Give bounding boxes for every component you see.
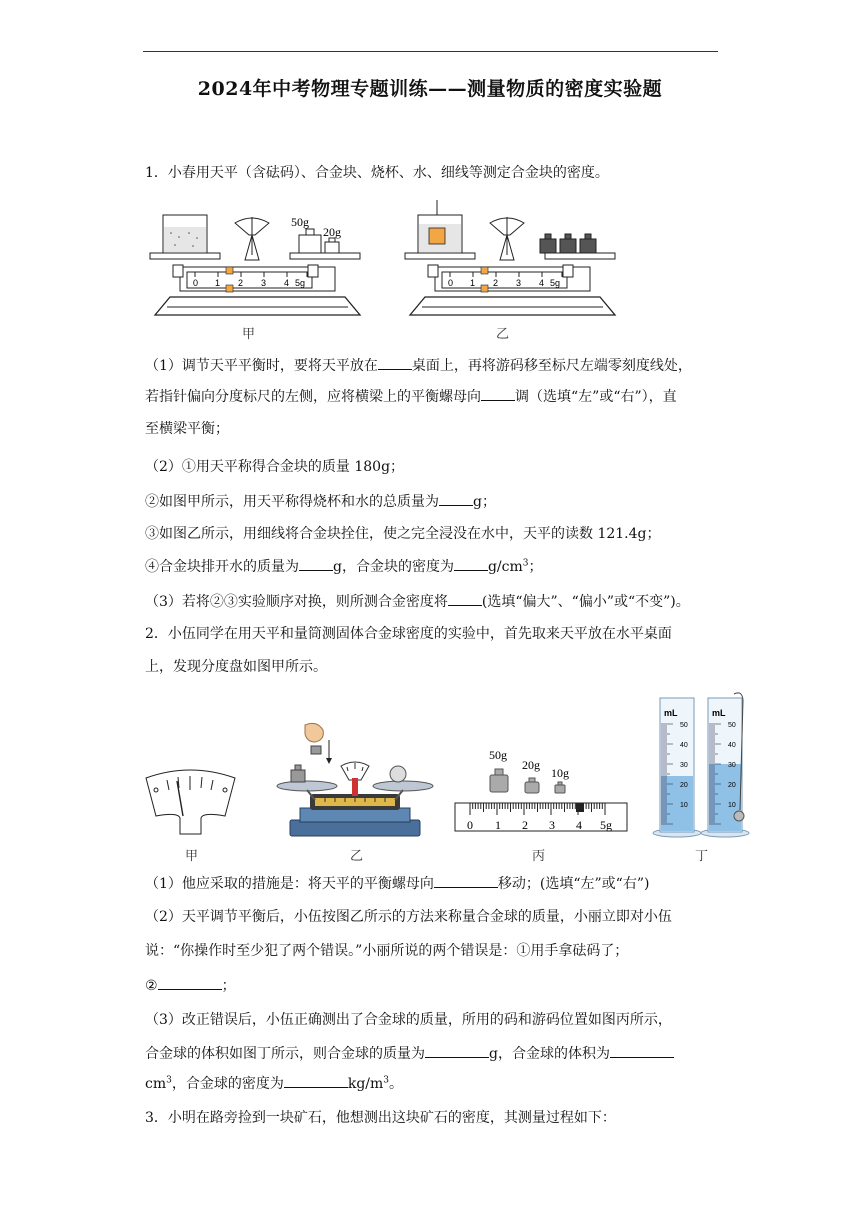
q2-blank-4[interactable] bbox=[610, 1043, 674, 1058]
q1-blank-2[interactable] bbox=[481, 386, 515, 401]
q2-caption-ding: 丁 bbox=[695, 849, 709, 864]
q1-p2db: g，合金块的密度为 bbox=[333, 559, 454, 575]
q1-yi-tick-0: 0 bbox=[448, 278, 454, 288]
q1-yi-tick-2: 2 bbox=[493, 278, 499, 288]
q2-bing-tick-2: 2 bbox=[522, 818, 528, 832]
q1-part2-line2 bbox=[145, 491, 496, 512]
q2-part3-line2 bbox=[145, 1043, 674, 1064]
page-title: 2024年中考物理专题训练——测量物质的密度实验题 bbox=[197, 78, 663, 100]
q2-caption-bing: 丙 bbox=[532, 849, 546, 864]
q1-part1-line3: 至横梁平衡； bbox=[145, 421, 229, 437]
q2-blank-3[interactable] bbox=[425, 1043, 489, 1058]
q1-weight-50g: 50g bbox=[291, 215, 309, 229]
q2-blank-1[interactable] bbox=[434, 873, 498, 888]
q2-bing-tick-1: 1 bbox=[495, 818, 501, 832]
q1-p3b: (选填“偏大”、“偏小”或“不变”)。 bbox=[481, 594, 690, 610]
q2-bing-tick-4: 4 bbox=[576, 818, 582, 832]
q2-part3-line3 bbox=[145, 1073, 403, 1094]
q2-figure-bing-weights bbox=[452, 745, 630, 835]
q1-blank-6[interactable] bbox=[448, 591, 482, 606]
q2-cyl2-tick-20: 20 bbox=[728, 782, 736, 789]
q2-cyl2-tick-10: 10 bbox=[728, 802, 736, 809]
q2-p2c: ② bbox=[145, 978, 158, 994]
q2-cyl1-unit: mL bbox=[664, 708, 678, 718]
q1-weight-20g: 20g bbox=[323, 225, 341, 239]
q1-jia-tick-2: 2 bbox=[238, 278, 244, 288]
q1-p1c: 若指针偏向分度标尺的左侧，应将横梁上的平衡螺母向 bbox=[145, 389, 481, 405]
q2-bing-tick-3: 3 bbox=[549, 818, 555, 832]
q2-p2d: ； bbox=[221, 978, 236, 994]
q1-part1-line2 bbox=[145, 386, 677, 407]
q2-bing-tick-5: 5g bbox=[600, 818, 612, 832]
q1-yi-tick-3: 3 bbox=[516, 278, 522, 288]
q2-figure-jia-dial bbox=[143, 768, 238, 838]
q1-p1a: （1）调节天平平衡时，要将天平放在 bbox=[145, 358, 378, 374]
q2-p3d: cm bbox=[145, 1076, 167, 1092]
q2-part1 bbox=[145, 873, 649, 894]
q2-p3-sup: 3 bbox=[166, 1075, 172, 1086]
q2-cyl2-unit: mL bbox=[712, 708, 726, 718]
q2-figure-yi-balance bbox=[275, 720, 435, 840]
q2-part2-line2: 说：“你操作时至少犯了两个错误。”小丽所说的两个错误是：①用手拿砝码了； bbox=[145, 943, 629, 959]
q2-caption-yi: 乙 bbox=[350, 849, 364, 864]
q2-cyl2-tick-50: 50 bbox=[728, 722, 736, 729]
q1-part2-line1: （2）①用天平称得合金块的质量 180g； bbox=[145, 459, 405, 475]
q2-p3-sup2: 3 bbox=[383, 1075, 390, 1086]
q2-cyl1-tick-30: 30 bbox=[680, 762, 688, 769]
q2-cyl2-tick-40: 40 bbox=[728, 742, 736, 749]
q2-weight-20g: 20g bbox=[522, 758, 540, 772]
header-rule bbox=[143, 51, 718, 52]
q1-part2-line3: ③如图乙所示，用细线将合金块拴住，使之完全浸没在水中，天平的读数 121.4g； bbox=[145, 526, 661, 542]
q1-blank-3[interactable] bbox=[439, 491, 473, 506]
q2-cyl1-tick-10: 10 bbox=[680, 802, 688, 809]
q2-p1b: 移动；(选填“左”或“右”) bbox=[497, 876, 650, 892]
q1-jia-tick-0: 0 bbox=[193, 278, 199, 288]
q1-blank-4[interactable] bbox=[299, 556, 333, 571]
q1-p2bb: g； bbox=[473, 494, 496, 510]
q2-cyl1-tick-40: 40 bbox=[680, 742, 688, 749]
q1-jia-tick-1: 1 bbox=[215, 278, 221, 288]
q1-p1d: 调（选填“左”或“右”），直 bbox=[515, 389, 677, 405]
q1-blank-1[interactable] bbox=[378, 355, 412, 370]
q2-p3f: kg/m bbox=[347, 1076, 384, 1092]
q1-yi-tick-4: 4 bbox=[539, 278, 545, 288]
q2-figure-ding-cylinders bbox=[650, 690, 750, 838]
q2-weight-10g: 10g bbox=[551, 766, 569, 780]
q2-p3g: 。 bbox=[389, 1076, 404, 1092]
q3-stem: 3．小明在路旁捡到一块矿石，他想测出这块矿石的密度，其测量过程如下： bbox=[145, 1110, 616, 1126]
q2-bing-tick-0: 0 bbox=[467, 818, 473, 832]
q2-p3e: ，合金球的密度为 bbox=[171, 1076, 284, 1092]
q2-p3c: g，合金球的体积为 bbox=[489, 1046, 610, 1062]
q1-jia-tick-3: 3 bbox=[261, 278, 267, 288]
q1-caption-yi: 乙 bbox=[496, 327, 510, 342]
q1-jia-tick-4: 4 bbox=[284, 278, 290, 288]
q1-p2da: ④合金块排开水的质量为 bbox=[145, 559, 299, 575]
q2-cyl1-tick-50: 50 bbox=[680, 722, 688, 729]
q1-yi-tick-5: 5g bbox=[550, 278, 561, 288]
q1-caption-jia: 甲 bbox=[242, 327, 256, 342]
q2-cyl2-tick-30: 30 bbox=[728, 762, 736, 769]
q1-blank-5[interactable] bbox=[454, 556, 488, 571]
q2-part3-line1: （3）改正错误后，小伍正确测出了合金球的质量，所用的码和游码位置如图丙所示， bbox=[145, 1012, 672, 1028]
q1-jia-tick-5: 5g bbox=[295, 278, 306, 288]
q1-figure-jia bbox=[145, 205, 370, 320]
q1-p2ba: ②如图甲所示，用天平称得烧杯和水的总质量为 bbox=[145, 494, 439, 510]
q1-part2-line4 bbox=[145, 556, 543, 577]
q2-caption-jia: 甲 bbox=[185, 849, 199, 864]
q2-p1a: （1）他应采取的措施是：将天平的平衡螺母向 bbox=[145, 876, 434, 892]
q1-p2d-sup: 3 bbox=[522, 558, 529, 569]
q1-p2dc: g/cm bbox=[487, 559, 523, 575]
q1-yi-tick-1: 1 bbox=[470, 278, 476, 288]
q1-figure-yi bbox=[400, 198, 625, 320]
q2-cyl1-tick-20: 20 bbox=[680, 782, 688, 789]
q2-part2-line1: （2）天平调节平衡后，小伍按图乙所示的方法来称量合金球的质量，小丽立即对小伍 bbox=[145, 909, 672, 925]
q2-blank-2[interactable] bbox=[158, 975, 222, 990]
q2-stem-line1: 2．小伍同学在用天平和量筒测固体合金球密度的实验中，首先取来天平放在水平桌面 bbox=[145, 626, 672, 642]
q1-stem: 1．小春用天平（含砝码）、合金块、烧杯、水、细线等测定合金块的密度。 bbox=[145, 165, 609, 181]
q2-part2-line3 bbox=[145, 975, 236, 996]
q1-part1-line1 bbox=[145, 355, 692, 376]
q1-p2dd: ； bbox=[528, 559, 543, 575]
q1-p3a: （3）若将②③实验顺序对换，则所测合金密度将 bbox=[145, 594, 448, 610]
q1-part3 bbox=[145, 591, 690, 612]
q2-stem-line2: 上，发现分度盘如图甲所示。 bbox=[145, 659, 327, 675]
q2-blank-5[interactable] bbox=[284, 1073, 348, 1088]
q1-p1b: 桌面上，再将游码移至标尺左端零刻度线处， bbox=[411, 358, 692, 374]
q2-p3b: 合金球的体积如图丁所示，则合金球的质量为 bbox=[145, 1046, 425, 1062]
q2-weight-50g: 50g bbox=[489, 748, 507, 762]
